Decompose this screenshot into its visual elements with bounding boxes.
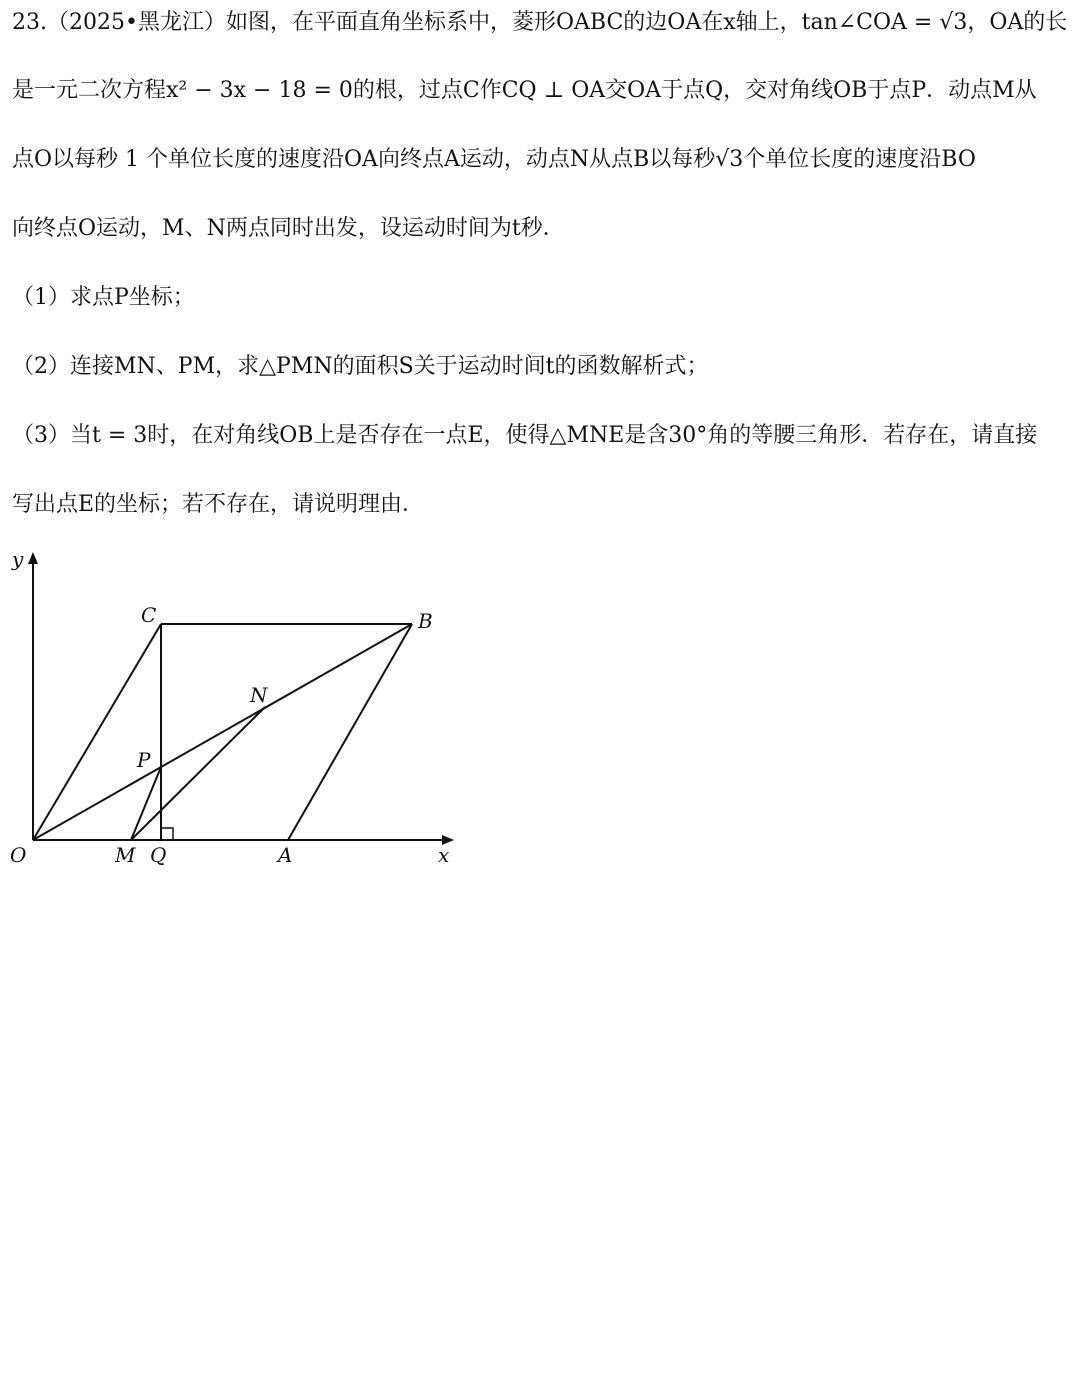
- problem-statement-line-3: [12, 145, 1072, 175]
- question-text: 写出点E的坐标；若不存在，请说明理由．: [12, 492, 425, 517]
- question-text: （2）连接MN、PM，求△PMN的面积S关于运动时间t的函数解析式；: [12, 354, 709, 379]
- label-y: y: [12, 547, 24, 571]
- rhombus-diagram: [0, 540, 480, 880]
- side-OC: [33, 624, 161, 840]
- problem-text: 是一元二次方程x² − 3x − 18 = 0的根，过点C作CQ ⊥ OA交OA于点Q，交对角线OB于点P．动点M从: [12, 78, 1037, 103]
- question-text: （1）求点P坐标；: [12, 285, 195, 310]
- y-axis-arrow: [28, 552, 38, 564]
- problem-text: 23.（2025•黑龙江）如图，在平面直角坐标系中，菱形OABC的边OA在x轴上，tan∠COA = √3，OA的长: [12, 10, 1068, 35]
- question-3-line-1: [12, 421, 1072, 451]
- side-BA: [288, 624, 412, 840]
- label-N: N: [250, 683, 268, 707]
- label-O: O: [10, 843, 27, 867]
- label-B: B: [418, 609, 433, 633]
- segment-PM: [131, 767, 161, 840]
- label-A: A: [278, 843, 293, 867]
- problem-statement-line-2: [12, 76, 1072, 106]
- question-text: （3）当t = 3时，在对角线OB上是否存在一点E，使得△MNE是含30°角的等腰三角形．若存在，请直接: [12, 423, 1038, 448]
- right-angle-mark: [161, 828, 173, 840]
- problem-statement-line-4: [12, 214, 1072, 244]
- question-1: [12, 283, 1072, 313]
- question-2: [12, 352, 1072, 382]
- label-C: C: [141, 603, 157, 627]
- label-x: x: [438, 843, 450, 867]
- label-Q: Q: [150, 843, 167, 867]
- problem-statement-line-1: [12, 8, 1072, 38]
- problem-text: 向终点O运动，M、N两点同时出发，设运动时间为t秒．: [12, 216, 565, 241]
- label-M: M: [115, 843, 136, 867]
- question-3-line-2: [12, 490, 1072, 520]
- label-P: P: [137, 748, 151, 772]
- diagonal-OB: [33, 624, 412, 840]
- problem-text: 点O以每秒 1 个单位长度的速度沿OA向终点A运动，动点N从点B以每秒√3个单位长度的速度沿BO: [12, 147, 976, 172]
